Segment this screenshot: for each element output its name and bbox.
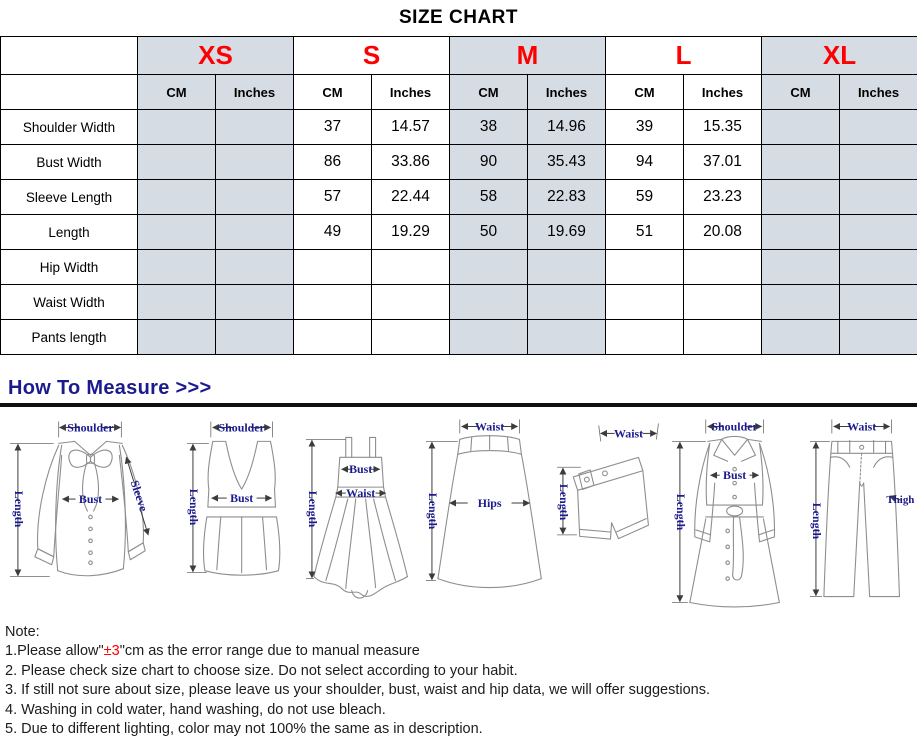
- shoulder-label: Shoulder: [711, 419, 759, 434]
- sleeve-label: Sleeve: [127, 478, 151, 514]
- size-cell: 90: [450, 145, 528, 180]
- size-cell: 19.29: [372, 215, 450, 250]
- size-cell: [762, 320, 840, 355]
- size-header-row: [1, 37, 917, 75]
- size-header-xs: XS: [138, 37, 294, 75]
- length-label: Length: [186, 488, 201, 526]
- length-label: Length: [556, 483, 571, 521]
- size-cell: [450, 250, 528, 285]
- unit-header-inches: Inches: [684, 75, 762, 110]
- size-header-l: L: [606, 37, 762, 75]
- size-cell: [138, 320, 216, 355]
- size-cell: [216, 320, 294, 355]
- size-cell: [606, 285, 684, 320]
- size-cell: [762, 250, 840, 285]
- size-cell: [684, 285, 762, 320]
- size-cell: [762, 145, 840, 180]
- pants-diagram: [804, 411, 915, 611]
- dress-diagram: [300, 411, 419, 611]
- table-row: [1, 110, 917, 145]
- shoulder-label: Shoulder: [67, 420, 114, 435]
- note-line-1-pre: 1.Please allow": [5, 643, 104, 660]
- size-cell: [450, 285, 528, 320]
- hips-label: Hips: [477, 496, 502, 511]
- unit-header-cm: CM: [138, 75, 216, 110]
- size-cell: [372, 250, 450, 285]
- size-cell: [528, 285, 606, 320]
- length-label: Length: [809, 502, 824, 540]
- size-cell: [762, 110, 840, 145]
- size-cell: [450, 320, 528, 355]
- waist-label: Waist: [846, 419, 876, 434]
- size-cell: [840, 250, 917, 285]
- size-cell: [138, 180, 216, 215]
- bust-label: Bust: [723, 468, 747, 483]
- size-cell: [684, 250, 762, 285]
- size-cell: [528, 320, 606, 355]
- row-label: Sleeve Length: [1, 180, 138, 215]
- table-row: [1, 250, 917, 285]
- size-cell: 57: [294, 180, 372, 215]
- note-line-1: [5, 642, 911, 661]
- note-line-1-post: "cm as the error range due to manual measure: [119, 643, 420, 660]
- bust-label: Bust: [230, 491, 254, 506]
- size-cell: [840, 285, 917, 320]
- length-label: Length: [11, 490, 26, 528]
- waist-label: Waist: [613, 426, 644, 441]
- size-cell: 59: [606, 180, 684, 215]
- waist-label: Waist: [474, 419, 504, 434]
- size-cell: 22.83: [528, 180, 606, 215]
- size-cell: [762, 285, 840, 320]
- page-title: SIZE CHART: [399, 7, 518, 28]
- size-header-xl: XL: [762, 37, 917, 75]
- size-cell: 35.43: [528, 145, 606, 180]
- row-label: Pants length: [1, 320, 138, 355]
- how-to-measure-heading: How To Measure >>>: [8, 377, 212, 399]
- size-cell: [216, 250, 294, 285]
- thigh-label: Thigh: [886, 494, 915, 507]
- size-cell: [138, 145, 216, 180]
- size-cell: 22.44: [372, 180, 450, 215]
- row-label: Length: [1, 215, 138, 250]
- bust-label: Bust: [349, 462, 373, 477]
- size-cell: 39: [606, 110, 684, 145]
- length-label: Length: [674, 493, 689, 531]
- length-label: Length: [306, 490, 321, 528]
- size-cell: 58: [450, 180, 528, 215]
- size-cell: 94: [606, 145, 684, 180]
- size-cell: 51: [606, 215, 684, 250]
- size-cell: 14.57: [372, 110, 450, 145]
- unit-header-cm: CM: [606, 75, 684, 110]
- corner-cell: [1, 37, 138, 75]
- unit-header-cm: CM: [450, 75, 528, 110]
- size-cell: [840, 180, 917, 215]
- size-cell: 15.35: [684, 110, 762, 145]
- size-cell: 20.08: [684, 215, 762, 250]
- size-cell: [372, 285, 450, 320]
- size-cell: [216, 110, 294, 145]
- size-cell: 38: [450, 110, 528, 145]
- size-cell: [606, 320, 684, 355]
- coat-diagram: [662, 411, 803, 611]
- row-label: Shoulder Width: [1, 110, 138, 145]
- size-cell: [138, 285, 216, 320]
- note-line-1-red: ±3: [103, 643, 120, 660]
- size-cell: [684, 320, 762, 355]
- note-line: 5. Due to different lighting, color may not 100% the same as in description.: [5, 721, 483, 738]
- notes-heading: Note:: [5, 624, 40, 640]
- shoulder-label: Shoulder: [218, 420, 265, 435]
- unit-header-inches: Inches: [216, 75, 294, 110]
- size-cell: 37: [294, 110, 372, 145]
- size-cell: [138, 110, 216, 145]
- blouse-diagram: [2, 411, 181, 611]
- size-cell: [840, 320, 917, 355]
- size-cell: [294, 285, 372, 320]
- unit-header-inches: Inches: [528, 75, 606, 110]
- size-cell: [762, 180, 840, 215]
- row-label: Waist Width: [1, 285, 138, 320]
- corner-cell-2: [1, 75, 138, 110]
- size-chart-table: [0, 36, 917, 355]
- unit-header-cm: CM: [294, 75, 372, 110]
- bust-label: Bust: [78, 492, 103, 507]
- size-cell: [372, 320, 450, 355]
- size-cell: 37.01: [684, 145, 762, 180]
- size-cell: [840, 110, 917, 145]
- size-cell: [216, 180, 294, 215]
- size-header-m: M: [450, 37, 606, 75]
- row-label: Bust Width: [1, 145, 138, 180]
- size-cell: 86: [294, 145, 372, 180]
- size-cell: [216, 145, 294, 180]
- size-cell: 23.23: [684, 180, 762, 215]
- size-cell: [840, 215, 917, 250]
- size-cell: [762, 215, 840, 250]
- size-cell: [294, 250, 372, 285]
- size-cell: 49: [294, 215, 372, 250]
- row-label: Hip Width: [1, 250, 138, 285]
- table-row: [1, 180, 917, 215]
- unit-header-cm: CM: [762, 75, 840, 110]
- size-cell: 33.86: [372, 145, 450, 180]
- length-label: Length: [425, 492, 440, 530]
- skirt-diagram: [420, 411, 551, 611]
- size-cell: [216, 215, 294, 250]
- shorts-diagram: [551, 411, 662, 611]
- unit-header-inches: Inches: [840, 75, 917, 110]
- size-cell: 50: [450, 215, 528, 250]
- table-row: [1, 145, 917, 180]
- notes-section: [0, 611, 917, 739]
- size-cell: [138, 215, 216, 250]
- size-header-s: S: [294, 37, 450, 75]
- size-cell: 14.96: [528, 110, 606, 145]
- size-cell: [606, 250, 684, 285]
- size-cell: [138, 250, 216, 285]
- unit-header-row: [1, 75, 917, 110]
- note-line: 4. Washing in cold water, hand washing, do not use bleach.: [5, 701, 386, 718]
- note-line: 2. Please check size chart to choose size. Do not select according to your habit.: [5, 662, 518, 679]
- size-cell: [528, 250, 606, 285]
- table-row: [1, 215, 917, 250]
- size-cell: 19.69: [528, 215, 606, 250]
- size-cell: [840, 145, 917, 180]
- note-line: 3. If still not sure about size, please leave us your shoulder, bust, waist and hip data, we will offer suggestions.: [5, 682, 710, 699]
- tank-top-diagram: [181, 411, 300, 611]
- unit-header-inches: Inches: [372, 75, 450, 110]
- table-row: [1, 285, 917, 320]
- size-cell: [294, 320, 372, 355]
- table-row: [1, 320, 917, 355]
- waist-label: Waist: [346, 486, 376, 501]
- size-cell: [216, 285, 294, 320]
- measure-diagrams: [0, 407, 917, 611]
